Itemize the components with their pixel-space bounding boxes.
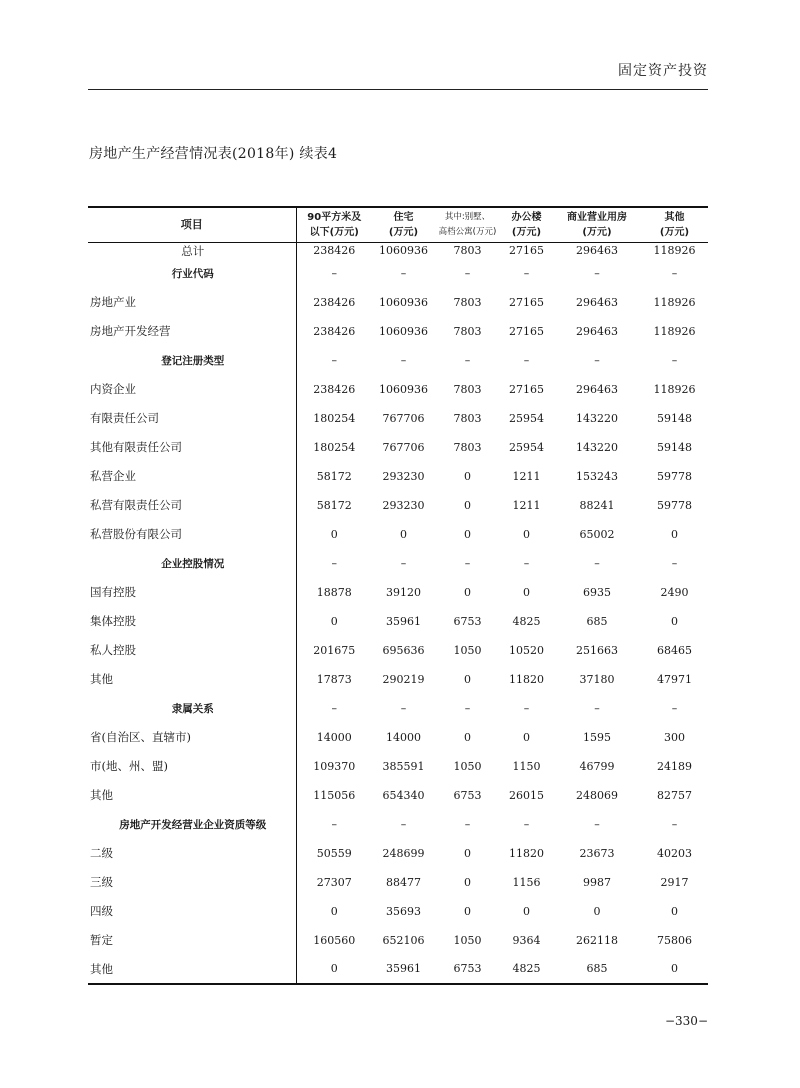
table-cell: 1060936 <box>379 382 428 396</box>
table-cell: 35961 <box>372 955 435 984</box>
header-row <box>88 207 708 242</box>
section-label: 隶属关系 <box>88 694 296 723</box>
table-cell: 262118 <box>576 933 618 947</box>
column-header-office: 办公楼 (万元) <box>500 207 553 242</box>
table-cell: 1211 <box>512 498 541 512</box>
table-cell: 118926 <box>653 382 696 396</box>
table-cell: – <box>671 353 678 367</box>
table-cell: 50559 <box>316 846 352 860</box>
table-cell: – <box>400 556 407 570</box>
table-row <box>88 926 708 955</box>
table-cell: 143220 <box>576 411 618 425</box>
table-cell: 35693 <box>386 904 421 918</box>
table-cell: 46799 <box>579 759 615 773</box>
table-cell: 300 <box>664 730 685 744</box>
table-cell: 88241 <box>579 498 615 512</box>
table-cell: 7803 <box>453 244 482 257</box>
row-label: 私营企业 <box>88 462 296 491</box>
table-cell: 652106 <box>382 933 425 947</box>
row-label: 其他 <box>88 665 296 694</box>
table-cell: 115056 <box>313 788 356 802</box>
table-cell: 6935 <box>583 585 611 599</box>
table-cell: 9987 <box>583 875 611 889</box>
table-cell: 1050 <box>453 933 482 947</box>
table-cell: 0 <box>330 904 338 918</box>
table-cell: 0 <box>523 527 530 541</box>
table-cell: 88477 <box>386 875 421 889</box>
table-cell: 1060936 <box>379 244 428 257</box>
table-cell: 118926 <box>653 244 696 257</box>
row-label: 私营股份有限公司 <box>88 520 296 549</box>
table-cell: 58172 <box>316 469 352 483</box>
table-cell: 7803 <box>453 382 482 396</box>
page-number: −330− <box>664 1014 708 1028</box>
table-cell: 0 <box>523 904 530 918</box>
table-cell: 0 <box>464 875 471 889</box>
table-cell: 27165 <box>509 324 544 338</box>
table-row <box>88 375 708 404</box>
table-cell: 654340 <box>382 788 425 802</box>
table-cell: – <box>523 556 530 570</box>
table-row <box>88 839 708 868</box>
table-cell: 0 <box>464 904 471 918</box>
table-cell: 0 <box>464 469 471 483</box>
table-cell: – <box>594 701 600 715</box>
table-cell: 118926 <box>653 324 696 338</box>
table-cell: 1595 <box>583 730 611 744</box>
table-cell: 109370 <box>313 759 356 773</box>
table-row <box>88 404 708 433</box>
table-row <box>88 665 708 694</box>
table-cell: 68465 <box>657 643 692 657</box>
row-label: 国有控股 <box>88 578 296 607</box>
table-cell: – <box>331 701 337 715</box>
table-cell: 767706 <box>382 411 425 425</box>
section-header-row <box>88 259 708 288</box>
table-cell: 0 <box>464 498 471 512</box>
table-cell: 47971 <box>657 672 692 686</box>
table-cell: – <box>464 266 471 280</box>
table-body <box>88 242 708 984</box>
table-cell: – <box>464 701 471 715</box>
row-label: 二级 <box>88 839 296 868</box>
table-cell: 1060936 <box>379 295 428 309</box>
table-row <box>88 723 708 752</box>
table-cell: – <box>331 817 337 831</box>
table-cell: 2917 <box>660 875 689 889</box>
table-cell: 27165 <box>509 382 544 396</box>
table-cell: – <box>523 817 530 831</box>
table-row <box>88 607 708 636</box>
table-cell: 1156 <box>512 875 541 889</box>
table-cell: 248699 <box>382 846 425 860</box>
header-rule <box>88 89 708 90</box>
table-cell: – <box>400 266 407 280</box>
table-cell: – <box>594 266 600 280</box>
table-cell: 0 <box>523 730 530 744</box>
table-row <box>88 520 708 549</box>
table-cell: 0 <box>464 672 471 686</box>
table-cell: 1050 <box>453 759 482 773</box>
table-cell: 65002 <box>579 527 615 541</box>
table-row <box>88 491 708 520</box>
table-cell: 11820 <box>509 672 544 686</box>
table-cell: 0 <box>400 527 407 541</box>
table-cell: – <box>331 353 337 367</box>
row-label: 私营有限责任公司 <box>88 491 296 520</box>
table-cell: 4825 <box>500 955 553 984</box>
table-cell: 180254 <box>313 411 356 425</box>
section-header-row <box>88 810 708 839</box>
column-header-commercial: 商业营业用房 (万元) <box>553 207 641 242</box>
table-cell: 59778 <box>657 469 692 483</box>
row-label: 其他有限责任公司 <box>88 433 296 462</box>
table-cell: 25954 <box>509 440 544 454</box>
table-cell: 0 <box>523 585 530 599</box>
table-cell: 1211 <box>512 469 541 483</box>
table-cell: 14000 <box>316 730 352 744</box>
table-cell: 58172 <box>316 498 352 512</box>
table-cell: 685 <box>553 955 641 984</box>
row-label: 其他 <box>88 781 296 810</box>
table-cell: 6753 <box>453 614 482 628</box>
row-label: 市(地、州、盟) <box>88 752 296 781</box>
table-cell: 296463 <box>576 295 618 309</box>
column-header-residential: 住宅 (万元) <box>372 207 435 242</box>
table-cell: 0 <box>593 904 601 918</box>
table-cell: 0 <box>330 614 338 628</box>
table-row <box>88 288 708 317</box>
table-cell: 238426 <box>313 324 356 338</box>
table-cell: 248069 <box>576 788 618 802</box>
table-cell: 251663 <box>576 643 618 657</box>
table-cell: 2490 <box>660 585 689 599</box>
table-row <box>88 752 708 781</box>
table-cell: 153243 <box>576 469 618 483</box>
column-header-item: 项目 <box>88 207 296 242</box>
table-cell: 24189 <box>657 759 692 773</box>
table-cell: 25954 <box>509 411 544 425</box>
table-cell: – <box>464 353 471 367</box>
row-label: 总计 <box>88 242 296 259</box>
table-cell: 385591 <box>382 759 425 773</box>
table-cell: – <box>671 556 678 570</box>
table-cell: 143220 <box>576 440 618 454</box>
row-label: 三级 <box>88 868 296 897</box>
table-row <box>88 578 708 607</box>
table-cell: 27165 <box>509 244 544 257</box>
table-cell: 27307 <box>316 875 352 889</box>
table-cell: 293230 <box>382 498 425 512</box>
row-label: 房地产业 <box>88 288 296 317</box>
table-cell: 35961 <box>386 614 421 628</box>
table-cell: 767706 <box>382 440 425 454</box>
table-cell: – <box>671 701 678 715</box>
table-cell: – <box>464 817 471 831</box>
table-cell: 75806 <box>657 933 692 947</box>
table-cell: 26015 <box>509 788 544 802</box>
table-cell: 0 <box>671 904 678 918</box>
table-cell: – <box>594 817 600 831</box>
table-cell: 290219 <box>382 672 425 686</box>
table-cell: 296463 <box>576 382 618 396</box>
row-label: 内资企业 <box>88 375 296 404</box>
table-cell: – <box>331 266 337 280</box>
table-cell: 0 <box>671 527 678 541</box>
table-cell: 238426 <box>313 295 356 309</box>
table-cell: 1150 <box>512 759 541 773</box>
table-cell: 0 <box>296 955 372 984</box>
table-cell: 7803 <box>453 295 482 309</box>
table-cell: 17873 <box>316 672 352 686</box>
table-cell: 59148 <box>657 440 692 454</box>
table-row <box>88 636 708 665</box>
table-cell: 238426 <box>313 382 356 396</box>
table-cell: 0 <box>671 614 678 628</box>
table-row <box>88 242 708 259</box>
table-cell: 23673 <box>579 846 615 860</box>
row-label: 四级 <box>88 897 296 926</box>
table-cell: – <box>400 701 407 715</box>
table-cell: 0 <box>464 527 471 541</box>
section-header-row <box>88 694 708 723</box>
row-label: 私人控股 <box>88 636 296 665</box>
table-cell: 27165 <box>509 295 544 309</box>
table-row <box>88 317 708 346</box>
table-cell: 9364 <box>512 933 541 947</box>
row-label: 有限责任公司 <box>88 404 296 433</box>
table-cell: 0 <box>464 846 471 860</box>
table-cell: 10520 <box>509 643 544 657</box>
table-cell: – <box>400 353 407 367</box>
table-row <box>88 868 708 897</box>
row-label: 其他 <box>88 955 296 984</box>
table-cell: 1050 <box>453 643 482 657</box>
section-label: 行业代码 <box>88 259 296 288</box>
table-cell: – <box>523 701 530 715</box>
table-cell: – <box>671 266 678 280</box>
table-cell: – <box>464 556 471 570</box>
table-cell: 6753 <box>453 788 482 802</box>
row-label: 省(自治区、直辖市) <box>88 723 296 752</box>
table-cell: 37180 <box>579 672 615 686</box>
table-cell: – <box>523 266 530 280</box>
row-label: 集体控股 <box>88 607 296 636</box>
table-row <box>88 781 708 810</box>
table-cell: 82757 <box>657 788 692 802</box>
table-cell: 0 <box>641 955 708 984</box>
table-cell: 7803 <box>453 411 482 425</box>
data-table-container <box>88 206 708 985</box>
data-table <box>88 206 708 985</box>
table-cell: 59778 <box>657 498 692 512</box>
table-title: 房地产生产经营情况表(2018年) 续表4 <box>89 146 338 162</box>
column-header-villas: 其中:别墅、 高档公寓(万元) <box>435 207 500 242</box>
table-cell: 1060936 <box>379 324 428 338</box>
table-row <box>88 433 708 462</box>
table-cell: 7803 <box>453 440 482 454</box>
table-cell: 201675 <box>313 643 356 657</box>
table-cell: 18878 <box>316 585 352 599</box>
table-cell: 7803 <box>453 324 482 338</box>
column-header-other: 其他 (万元) <box>641 207 708 242</box>
section-header-row <box>88 346 708 375</box>
row-label: 暂定 <box>88 926 296 955</box>
table-cell: 40203 <box>657 846 692 860</box>
table-cell: – <box>671 817 678 831</box>
table-cell: – <box>594 353 600 367</box>
row-label: 房地产开发经营 <box>88 317 296 346</box>
running-head: 固定资产投资 <box>618 63 708 79</box>
table-cell: 685 <box>586 614 608 628</box>
table-cell: – <box>400 817 407 831</box>
table-cell: – <box>331 556 337 570</box>
section-label: 登记注册类型 <box>88 346 296 375</box>
table-cell: 118926 <box>653 295 696 309</box>
table-cell: – <box>594 556 600 570</box>
table-cell: 11820 <box>509 846 544 860</box>
table-cell: 296463 <box>576 324 618 338</box>
section-header-row <box>88 549 708 578</box>
section-label: 企业控股情况 <box>88 549 296 578</box>
table-cell: 293230 <box>382 469 425 483</box>
table-cell: 296463 <box>576 244 618 257</box>
table-cell: 6753 <box>435 955 500 984</box>
section-label: 房地产开发经营业企业资质等级 <box>88 810 296 839</box>
table-row <box>88 897 708 926</box>
column-header-90sqm: 90平方米及 以下(万元) <box>296 207 372 242</box>
table-cell: 14000 <box>386 730 421 744</box>
table-cell: – <box>523 353 530 367</box>
table-cell: 0 <box>464 730 471 744</box>
table-cell: 59148 <box>657 411 692 425</box>
table-row <box>88 462 708 491</box>
table-cell: 39120 <box>386 585 421 599</box>
table-cell: 4825 <box>512 614 541 628</box>
table-row <box>88 955 708 984</box>
table-cell: 0 <box>330 527 338 541</box>
table-cell: 695636 <box>382 643 425 657</box>
table-cell: 160560 <box>313 933 356 947</box>
table-cell: 238426 <box>313 244 356 257</box>
table-cell: 180254 <box>313 440 356 454</box>
table-cell: 0 <box>464 585 471 599</box>
